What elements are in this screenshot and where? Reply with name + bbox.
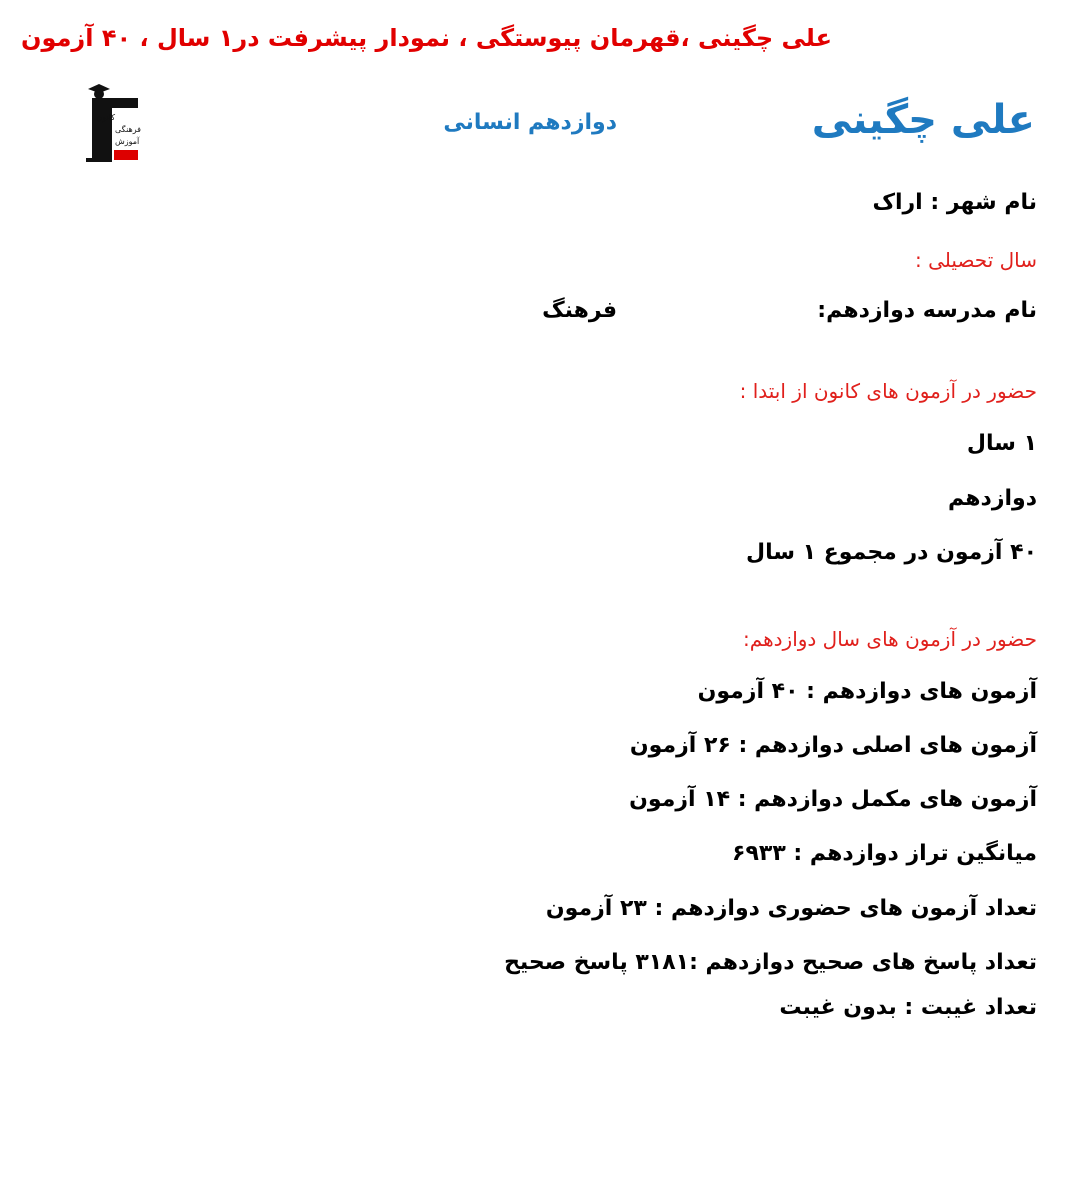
attendance-grade12-label: حضور در آزمون های سال دوازدهم: [743,627,1037,651]
attendance-from-start-label: حضور در آزمون های کانون از ابتدا : [739,379,1037,403]
kanoon-logo [82,84,142,166]
stat-item: تعداد پاسخ های صحیح دوازدهم :۳۱۸۱ پاسخ صحیح [504,950,1037,975]
stat-item: آزمون های مکمل دوازدهم : ۱۴ آزمون [629,787,1037,812]
svg-text:آموزش: آموزش [115,137,140,146]
stat-item: تعداد غیبت : بدون غیبت [779,995,1037,1020]
academic-year-label: سال تحصیلی : [915,248,1037,272]
grade-level: دوازدهم [948,486,1037,511]
school-value: فرهنگ [542,298,617,323]
school-label: نام مدرسه دوازدهم: [817,298,1037,323]
stat-item: تعداد آزمون های حضوری دوازدهم : ۲۳ آزمون [545,896,1037,921]
grade-heading: دوازدهم انسانی [443,110,617,135]
page-title: علی چگینی ،قهرمان پیوستگی ، نمودار پیشرفت در۱ سال ، ۴۰ آزمون [21,24,832,52]
stat-item: آزمون های اصلی دوازدهم : ۲۶ آزمون [629,733,1037,758]
total-exams: ۴۰ آزمون در مجموع ۱ سال [746,540,1037,565]
years: ۱ سال [966,431,1037,456]
stat-item: آزمون های دوازدهم : ۴۰ آزمون [697,679,1037,704]
student-name: علی چگینی [811,97,1035,143]
stat-item: میانگین تراز دوازدهم : ۶۹۳۳ [732,841,1037,866]
svg-text:کانون: کانون [96,113,115,122]
city: نام شهر : اراک [872,190,1037,215]
svg-text:فرهنگی: فرهنگی [115,125,141,134]
